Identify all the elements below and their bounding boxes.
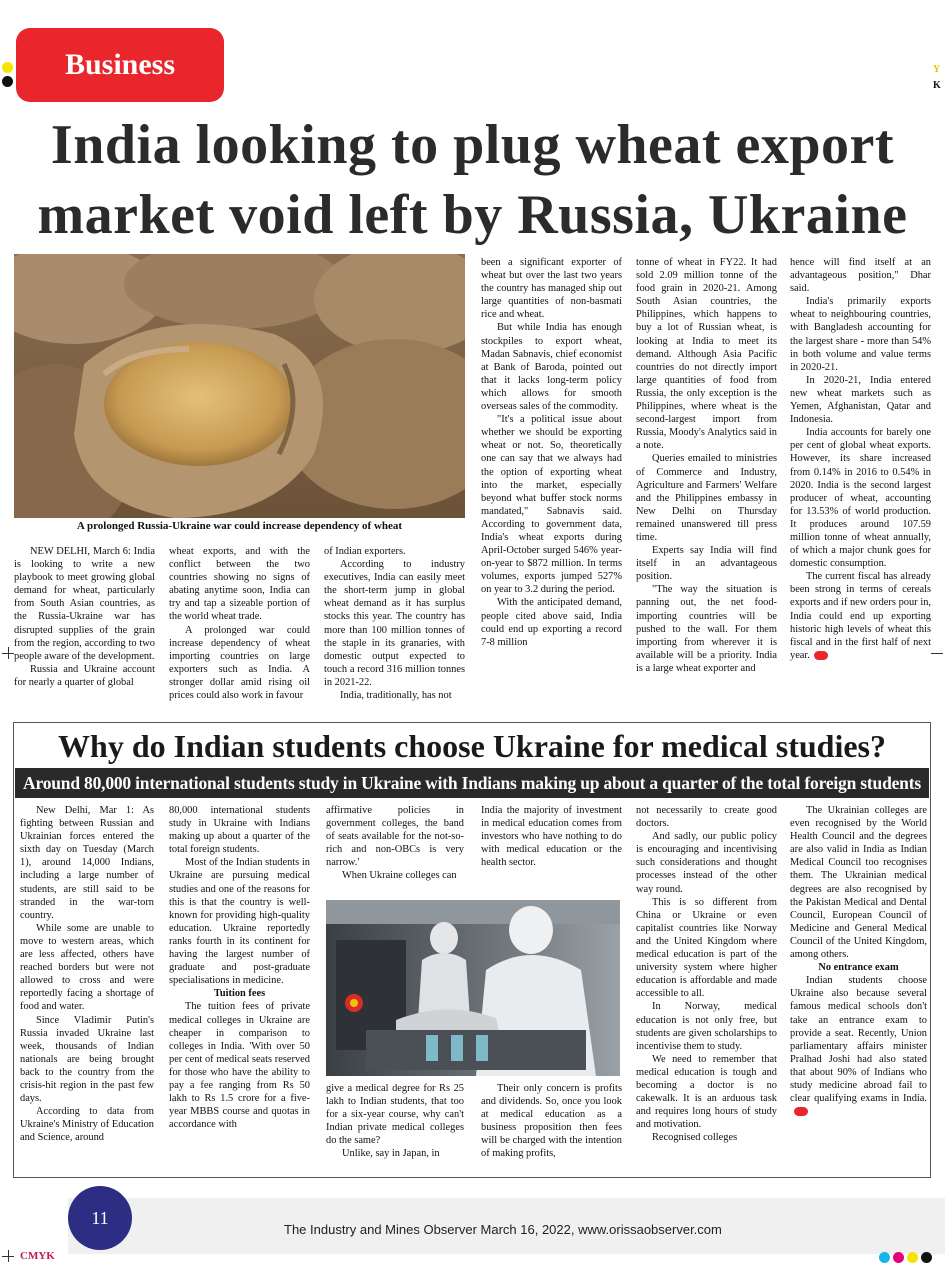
photo-caption: A prolonged Russia-Ukraine war could increase dependency of wheat — [76, 520, 403, 532]
paragraph: India accounts for barely one per cent of global wheat exports. However, its share increased from 0.14% in 2016 to 0.54% in 2020. India is the second largest producer of wheat, accounting for 13.53% of world production. It produces around 107.59 million tonne of wheat annually, of which a major chunk goes for domestic consumption. — [790, 427, 931, 570]
paragraph: Their only concern is profits and dividends. So, once you look at medical education as a business proposition then fees will be charged with the intention of making profits, — [481, 1083, 622, 1160]
paragraph: With the anticipated demand, people cited above said, India could end up exporting a record 7-8 million — [481, 597, 622, 648]
article2-col1 — [20, 804, 154, 1144]
publication-line: The Industry and Mines Observer March 16, 2022, www.orissaobserver.com — [284, 1222, 722, 1237]
article2-headline: Why do Indian students choose Ukraine for medical studies? — [58, 728, 886, 764]
paragraph-text: The current fiscal has already been strong in terms of cereals exports and if new orders pour in, India could end up exporting historic high levels of wheat this fiscal and in the first half of next year. — [790, 571, 931, 661]
article2-col5 — [636, 804, 777, 1144]
paragraph: Experts say India will find itself in an advantageous position. — [636, 545, 777, 583]
page-number: 11 — [91, 1207, 109, 1228]
paragraph: wheat exports, and with the conflict between the two countries showing no signs of abating anytime soon, India can try and tap a sizeable portion of the world wheat trade. — [169, 546, 310, 623]
section-label: Business — [64, 48, 176, 81]
page-number-badge — [68, 1186, 132, 1250]
paragraph: According to data from Ukraine's Ministry of Education and Science, around — [20, 1106, 154, 1144]
registration-dot-magenta — [893, 1252, 904, 1263]
paragraph: give a medical degree for Rs 25 lakh to Indian students, that too for a six-year course, why can't Indian private medical colleges do the same? — [326, 1083, 464, 1147]
paragraph: not necessarily to create good doctors. — [636, 805, 777, 830]
paragraph-text: Indian students choose Ukraine also because several famous medical schools don't take an entrance exam to provide a seat. Recently, Union parliamentary affairs minister Pralhad Joshi had also stated that about 90% of Indians who study medicine abroad fail to clear qualifying exams in India. — [790, 975, 927, 1105]
crop-mark-left-v — [8, 647, 9, 659]
crop-mark-bottom-left-v — [8, 1250, 9, 1262]
paragraph: New Delhi, Mar 1: As fighting between Russian and Ukrainian forces entered the sixth day on Tuesday (March 1), around 14,000 Indians, including a large number of students, are still said to be stranded in the war-torn country. — [20, 805, 154, 921]
paragraph: Since Vladimir Putin's Russia invaded Ukraine last week, thousands of Indian nationals are being brought back to the country from the crisis-hit region in the past few days. — [20, 1014, 154, 1105]
registration-dot-yellow-b — [907, 1252, 918, 1263]
section-badge — [16, 28, 224, 102]
medical-lab-photo — [326, 900, 620, 1076]
paragraph: India's primarily exports wheat to neighbouring countries, with Bangladesh accounting for the largest share - more than 54% in both volume and value terms in 2020-21. — [790, 296, 931, 373]
crop-mark-right — [931, 653, 943, 654]
article1-col2 — [169, 545, 310, 702]
article1-col6 — [790, 256, 931, 662]
paragraph: Russia and Ukraine account for nearly a quarter of global — [14, 663, 155, 688]
tuition-fees-subhead: Tuition fees — [213, 988, 266, 1000]
paragraph: The Ukrainian colleges are even recognised by the World Health Council and the degrees are also valid in India as Indian Medical Council too recognises them. The Ukrainian medical degrees are also recognised by the Pakistan Medical and Dental Council, European Council of Medicine and General Medical Council of the United Kingdom, among others. — [790, 805, 927, 961]
end-mark-icon — [794, 1107, 808, 1116]
article1-col5 — [636, 256, 777, 675]
article1-col1 — [14, 545, 155, 689]
paragraph: When Ukraine colleges can — [342, 870, 457, 882]
paragraph: Most of the Indian students in Ukraine are pursuing medical studies and one of the reasons for this is that the country is well-known for providing high-quality education. Ukraine reportedly ranks fourth in its continent for having the largest number of graduate and post-graduate specialisations in medicine. — [169, 857, 310, 987]
paragraph: tonne of wheat in FY22. It had sold 2.09 million tonne of the food grain in 2020-21. Among South Asian countries, the Philippines, which happens to buy a lot of Russian wheat, is looking at India to meet its demand. Although Asia Pacific countries do not directly import large quantities of food from Russia, the only exception is the Philippines, where wheat is the second-largest import from Russia, Moody's Analytics said in a note. — [636, 257, 777, 452]
article1-col4 — [481, 256, 622, 649]
paragraph: In Norway, medical education is not only free, but students are given scholarships to incentivise them to study. — [636, 1001, 777, 1052]
paragraph: hence will find itself at an advantageous position," Dhar said. — [790, 257, 931, 295]
article2-subhead: Around 80,000 international students study in Ukraine with Indians making up about a quarter of the total foreign students — [23, 772, 921, 793]
paragraph: A prolonged war could increase dependency of wheat importing countries on large exporters such as India. A stronger dollar amid rising oil prices could also work in favour — [169, 624, 310, 702]
paragraph: India the majority of investment in medical education comes from investors who have nothing to do with medical education or the health sector. — [481, 805, 622, 869]
end-mark-icon — [814, 651, 828, 660]
paragraph — [790, 974, 927, 1118]
paragraph: And sadly, our public policy is encouraging and incentivising such considerations and thought processes instead of the other way round. — [636, 831, 777, 895]
paragraph: We need to remember that medical education is tough and becoming a doctor is no cakewalk. It is an arduous task and requires long hours of study and motivation. — [636, 1053, 777, 1131]
article2-col6 — [790, 804, 927, 1118]
article2-col4-bottom — [481, 1082, 622, 1161]
paragraph: In 2020-21, India entered new wheat markets such as Yemen, Afghanistan, Qatar and Indonesia. — [790, 374, 931, 426]
paragraph: While some are unable to move to western areas, which are less affected, others have reached borders but were not allowed to cross and were reportedly facing a shortage of food and water. — [20, 922, 154, 1013]
print-mark-y: Y — [933, 64, 941, 75]
wheat-sack-illustration — [14, 254, 465, 518]
cmyk-mark: CMYK — [20, 1250, 55, 1262]
paragraph: India, traditionally, has not — [340, 690, 452, 702]
no-entrance-exam-subhead: No entrance exam — [818, 962, 899, 974]
registration-dot-black — [2, 76, 13, 87]
paragraph — [790, 570, 931, 662]
article2-col3-top — [326, 804, 464, 883]
article2-col4-top — [481, 804, 622, 869]
article2-col2 — [169, 804, 310, 1131]
paragraph: been a significant exporter of wheat but over the last two years the country has managed ship out large quantities of non-basmati rice and wheat. — [481, 257, 622, 321]
paragraph: 80,000 international students study in Ukraine with Indians making up about a quarter of the total foreign students. — [169, 805, 310, 856]
paragraph: The tuition fees of private medical colleges in Ukraine are cheaper in comparison to colleges in India. 'With over 50 per cent of medical seats reserved for those who have the ability to pay a fee ranging from Rs 50 lakh to Rs 1.5 crore for a five-year MBBS course and quotas in accordance with — [169, 1001, 310, 1131]
registration-dot-black-b — [921, 1252, 932, 1263]
paragraph: of Indian exporters. — [324, 546, 406, 557]
article2-subhead-band — [15, 768, 929, 798]
paragraph: Recognised colleges — [652, 1132, 738, 1144]
paragraph: "The way the situation is panning out, the net food-importing countries will be pushed to the wall. For them importing from wherever it is available will be a priority. India is a large wheat exporter and — [636, 584, 777, 674]
paragraph: Unlike, say in Japan, in — [342, 1148, 440, 1160]
paragraph: "It's a political issue about whether we should be exporting wheat or not. So, theoretically one can say that we always had the option of exporting wheat into the market, especially beyond what buffer stock norms mandated," Sabnavis said. According to government data, India's wheat exports during April-October surged 546% year-on-year to $872 million. In terms volumes, exports jumped 527% on year to 3.2 during the period. — [481, 414, 622, 596]
paragraph: This is so different from China or Ukraine or even capitalist countries like Norway and the United Kingdom where medical education is part of the university system where higher education is affordable and made accessible to all. — [636, 896, 777, 1000]
paragraph: Queries emailed to ministries of Commerce and Industry, Agriculture and Farmers' Welfare and the Philippines embassy in New Delhi on Thursday remained unanswered till press time. — [636, 453, 777, 543]
lab-worker-illustration — [326, 900, 620, 1076]
wheat-sack-photo — [14, 254, 465, 518]
registration-dot-yellow — [2, 62, 13, 73]
article2-col3-bottom — [326, 1082, 464, 1161]
registration-dot-cyan — [879, 1252, 890, 1263]
print-mark-k: K — [933, 80, 941, 91]
article1-headline: India looking to plug wheat export market void left by Russia, Ukraine — [37, 114, 908, 246]
paragraph: But while India has enough stockpiles to export wheat, Madan Sabnavis, chief economist at Bank of Baroda, pointed out that it lacks long-term policy which allows for smooth overseas sales of the commodity. — [481, 322, 622, 413]
article1-col3 — [324, 545, 465, 702]
paragraph: NEW DELHI, March 6: India is looking to write a new playbook to meet growing global demand for wheat, particularly from South Asian countries, as the Russia-Ukraine war has disrupted supplies of the grain from the region, according to two people aware of the development. — [14, 546, 155, 662]
paragraph: affirmative policies in government colleges, the band of seats available for the not-so-rich and non-OBCs is very narrow.' — [326, 805, 464, 869]
paragraph: According to industry executives, India can easily meet the short-term jump in global wheat demand as it has surplus stocks this year. The country has more than 100 million tonnes of the staple in its granaries, with domestic output expected to touch a record 316 million tonnes in 2021-22. — [324, 559, 465, 688]
